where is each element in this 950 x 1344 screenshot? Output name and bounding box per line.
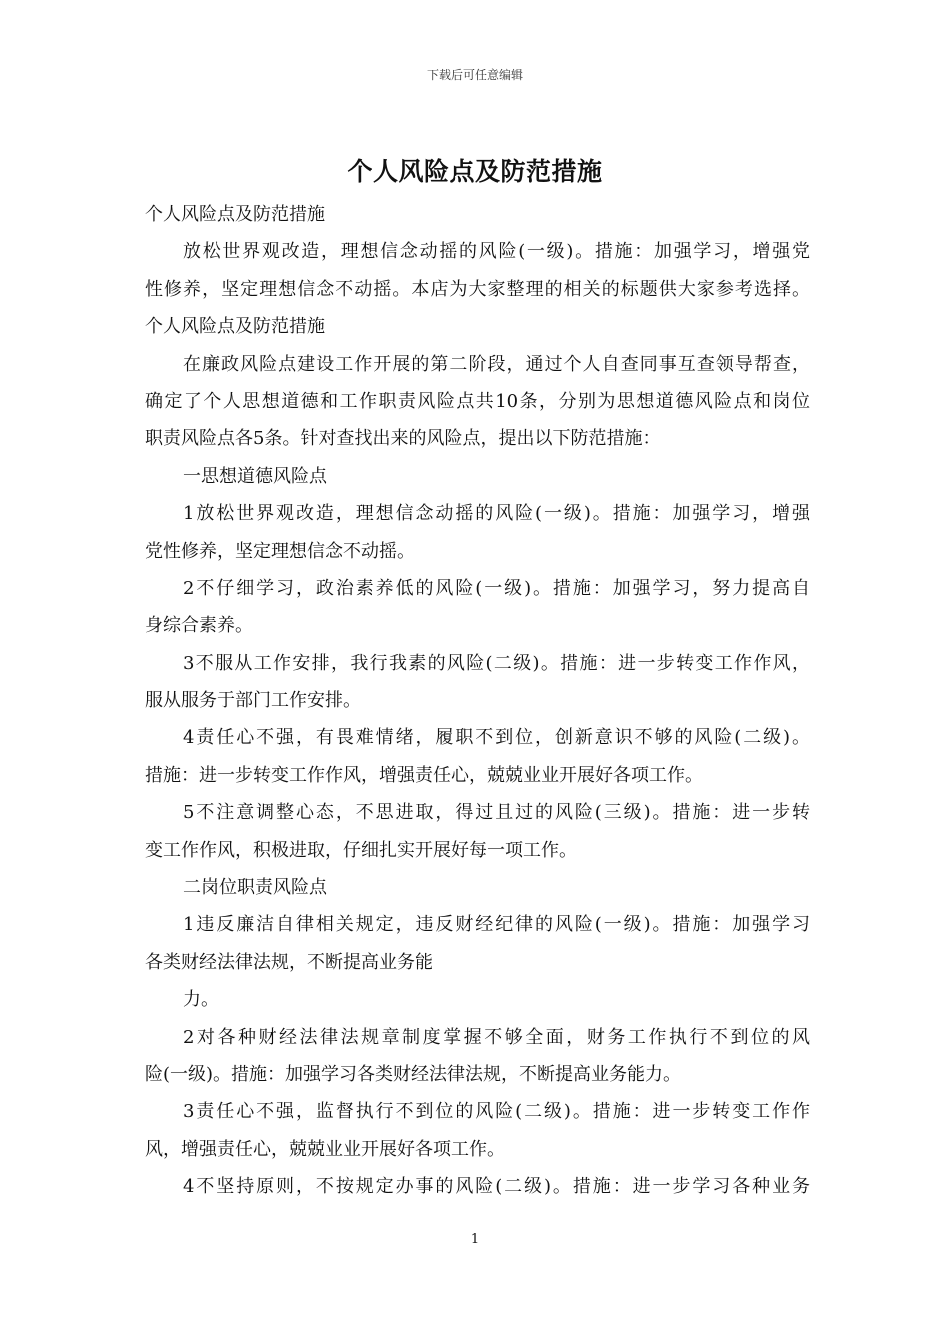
text-line: 身综合素养。 bbox=[145, 615, 253, 637]
header-note: 下载后可任意编辑 bbox=[426, 68, 523, 82]
text-line: 在廉政风险点建设工作开展的第二阶段，通过个人自查同事互查领导帮查， bbox=[183, 353, 810, 375]
text-line: 个人风险点及防范措施 bbox=[145, 204, 325, 225]
text-line: 各类财经法律法规，不断提高业务能 bbox=[145, 951, 433, 973]
text-line: 一思想道德风险点 bbox=[183, 465, 327, 487]
text-line: 2不仔细学习，政治素养低的风险(一级)。措施：加强学习，努力提高自 bbox=[183, 577, 810, 599]
text-line: 服从服务于部门工作安排。 bbox=[145, 690, 361, 712]
text-line: 个人风险点及防范措施 bbox=[145, 316, 325, 338]
text-line: 3责任心不强，监督执行不到位的风险(二级)。措施：进一步转变工作作 bbox=[183, 1101, 810, 1123]
text-line: 二岗位职责风险点 bbox=[183, 877, 327, 899]
document-body bbox=[145, 196, 810, 1206]
text-line: 2对各种财经法律法规章制度掌握不够全面，财务工作执行不到位的风 bbox=[183, 1026, 810, 1048]
page-number: 1 bbox=[470, 1232, 480, 1247]
text-line: 险(一级)。措施：加强学习各类财经法律法规，不断提高业务能力。 bbox=[145, 1063, 682, 1085]
text-line: 性修养，坚定理想信念不动摇。本店为大家整理的相关的标题供大家参考选择。 bbox=[145, 278, 810, 300]
text-line: 职责风险点各5条。针对查找出来的风险点，提出以下防范措施： bbox=[145, 428, 661, 450]
text-line: 5不注意调整心态，不思进取，得过且过的风险(三级)。措施：进一步转 bbox=[183, 802, 810, 824]
text-line: 1放松世界观改造，理想信念动摇的风险(一级)。措施：加强学习，增强 bbox=[183, 503, 810, 525]
text-line: 4不坚持原则，不按规定办事的风险(二级)。措施：进一步学习各种业务 bbox=[183, 1176, 810, 1198]
text-line: 4责任心不强，有畏难情绪，履职不到位，创新意识不够的风险(二级)。 bbox=[183, 727, 810, 749]
text-line: 措施：进一步转变工作作风，增强责任心，兢兢业业开展好各项工作。 bbox=[145, 764, 703, 786]
text-line: 1违反廉洁自律相关规定，违反财经纪律的风险(一级)。措施：加强学习 bbox=[183, 914, 810, 936]
text-line: 风，增强责任心，兢兢业业开展好各项工作。 bbox=[145, 1138, 505, 1160]
text-line: 3不服从工作安排，我行我素的风险(二级)。措施：进一步转变工作作风， bbox=[183, 652, 810, 674]
text-line: 党性修养，坚定理想信念不动摇。 bbox=[145, 540, 415, 562]
text-line: 确定了个人思想道德和工作职责风险点共10条，分别为思想道德风险点和岗位 bbox=[145, 390, 810, 412]
text-line: 变工作作风，积极进取，仔细扎实开展好每一项工作。 bbox=[145, 839, 577, 861]
text-line: 力。 bbox=[183, 989, 219, 1011]
text-line: 放松世界观改造，理想信念动摇的风险(一级)。措施：加强学习，增强党 bbox=[183, 241, 810, 263]
document-title: 个人风险点及防范措施 bbox=[347, 157, 603, 186]
